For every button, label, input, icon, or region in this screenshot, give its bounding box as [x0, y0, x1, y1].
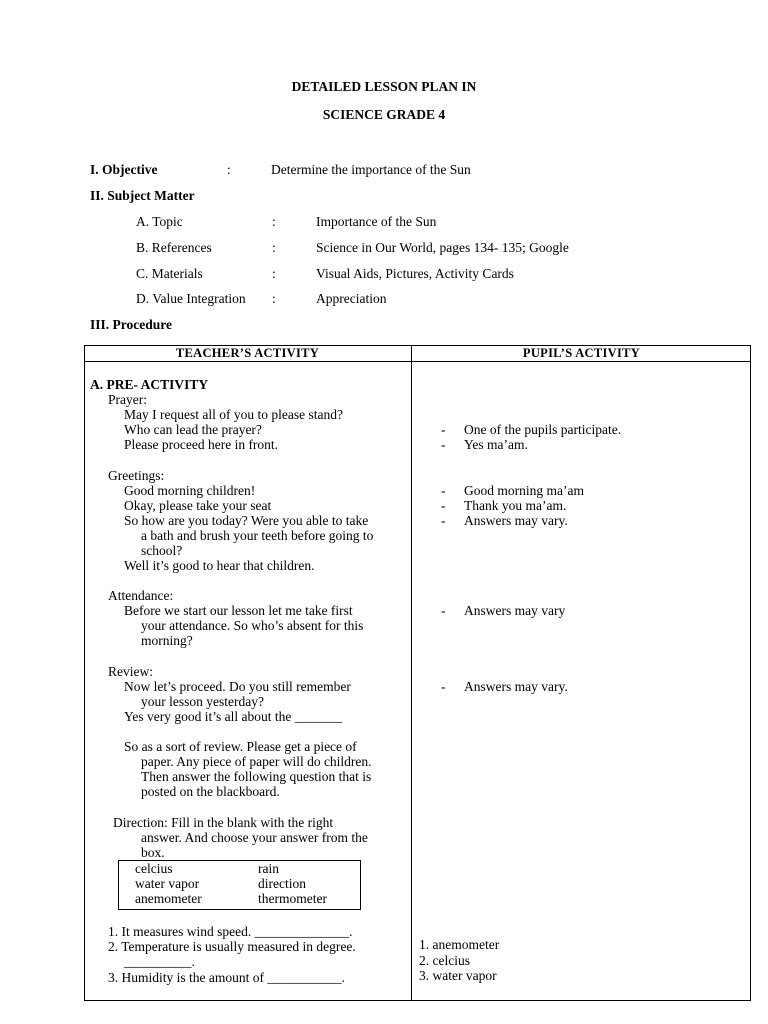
pupil-dash: -	[441, 679, 446, 694]
review-heading: Review:	[108, 664, 153, 679]
document-title: DETAILED LESSON PLAN IN	[291, 79, 477, 94]
review-line: Now let’s proceed. Do you still remember	[124, 679, 351, 694]
word-box-item: anemometer	[135, 891, 202, 906]
review-instruction-line: So as a sort of review. Please get a piece of	[124, 739, 357, 754]
attendance-line: Before we start our lesson let me take first	[124, 603, 353, 618]
pupil-dash: -	[441, 437, 446, 452]
references-label: B. References	[136, 240, 212, 255]
direction-line: answer. And choose your answer from the	[141, 830, 368, 845]
greetings-line: a bath and brush your teeth before going to	[141, 528, 374, 543]
pupil-dash: -	[441, 483, 446, 498]
pupil-dash: -	[441, 498, 446, 513]
procedure-label: III. Procedure	[90, 317, 172, 332]
greetings-line: Well it’s good to hear that children.	[124, 558, 315, 573]
direction-line: box.	[141, 845, 165, 860]
greetings-line: Good morning children!	[124, 483, 256, 498]
pupil-answer: 1. anemometer	[419, 937, 500, 952]
greetings-line: Okay, please take your seat	[124, 498, 272, 513]
attendance-line: morning?	[141, 633, 193, 648]
review-instruction-line: Then answer the following question that is	[141, 769, 372, 784]
word-box-item: direction	[258, 876, 306, 891]
topic-label: A. Topic	[136, 214, 183, 229]
greetings-line: school?	[141, 543, 183, 558]
value-integration-label: D. Value Integration	[136, 291, 246, 306]
references-value: Science in Our World, pages 134- 135; Google	[316, 240, 569, 255]
objective-colon: :	[227, 162, 231, 177]
materials-value: Visual Aids, Pictures, Activity Cards	[316, 266, 514, 281]
question-line: 3. Humidity is the amount of ___________.	[108, 970, 345, 985]
value-integration-value: Appreciation	[316, 291, 387, 306]
pupil-answer: 2. celcius	[419, 953, 470, 968]
question-line: 1. It measures wind speed. ______________.	[108, 924, 353, 939]
pupil-response: Thank you ma’am.	[464, 498, 567, 513]
pupil-response: Answers may vary	[464, 603, 566, 618]
teacher-activity-header: TEACHER’S ACTIVITY	[175, 346, 320, 360]
pupil-response: Yes ma’am.	[464, 437, 528, 452]
pupil-activity-header: PUPIL’S ACTIVITY	[522, 346, 641, 360]
greetings-heading: Greetings:	[108, 468, 165, 483]
document-subtitle: SCIENCE GRADE 4	[322, 107, 446, 122]
question-line: 2. Temperature is usually measured in degree.	[108, 939, 356, 954]
review-line: your lesson yesterday?	[141, 694, 264, 709]
pupil-dash: -	[441, 422, 446, 437]
word-box-item: celcius	[135, 861, 173, 876]
prayer-line: May I request all of you to please stand?	[124, 407, 343, 422]
pupil-response: Answers may vary.	[464, 679, 568, 694]
prayer-heading: Prayer:	[108, 392, 147, 407]
materials-colon: :	[272, 266, 276, 281]
prayer-line: Who can lead the prayer?	[124, 422, 262, 437]
pupil-response: Good morning ma’am	[464, 483, 584, 498]
pupil-dash: -	[441, 513, 446, 528]
prayer-line: Please proceed here in front.	[124, 437, 279, 452]
references-colon: :	[272, 240, 276, 255]
subject-matter-label: II. Subject Matter	[90, 188, 195, 203]
word-box-item: rain	[258, 861, 279, 876]
pupil-dash: -	[441, 603, 446, 618]
direction-line: Direction: Fill in the blank with the right	[113, 815, 334, 830]
review-instruction-line: posted on the blackboard.	[141, 784, 280, 799]
pre-activity-heading: A. PRE- ACTIVITY	[90, 377, 209, 392]
attendance-line: your attendance. So who’s absent for this	[141, 618, 364, 633]
topic-colon: :	[272, 214, 276, 229]
pupil-answer: 3. water vapor	[419, 968, 497, 983]
word-box-item: water vapor	[135, 876, 200, 891]
topic-value: Importance of the Sun	[316, 214, 437, 229]
objective-value: Determine the importance of the Sun	[271, 162, 471, 177]
pupil-response: One of the pupils participate.	[464, 422, 622, 437]
pupil-response: Answers may vary.	[464, 513, 568, 528]
objective-label: I. Objective	[90, 162, 158, 177]
greetings-line: So how are you today? Were you able to take	[124, 513, 369, 528]
materials-label: C. Materials	[136, 266, 203, 281]
question-line: __________.	[124, 954, 195, 969]
value-integration-colon: :	[272, 291, 276, 306]
attendance-heading: Attendance:	[108, 588, 174, 603]
table-column-divider	[411, 345, 412, 1001]
word-box-item: thermometer	[258, 891, 327, 906]
review-instruction-line: paper. Any piece of paper will do children.	[141, 754, 372, 769]
review-line: Yes very good it’s all about the _______	[124, 709, 342, 724]
table-header-divider	[84, 361, 751, 362]
